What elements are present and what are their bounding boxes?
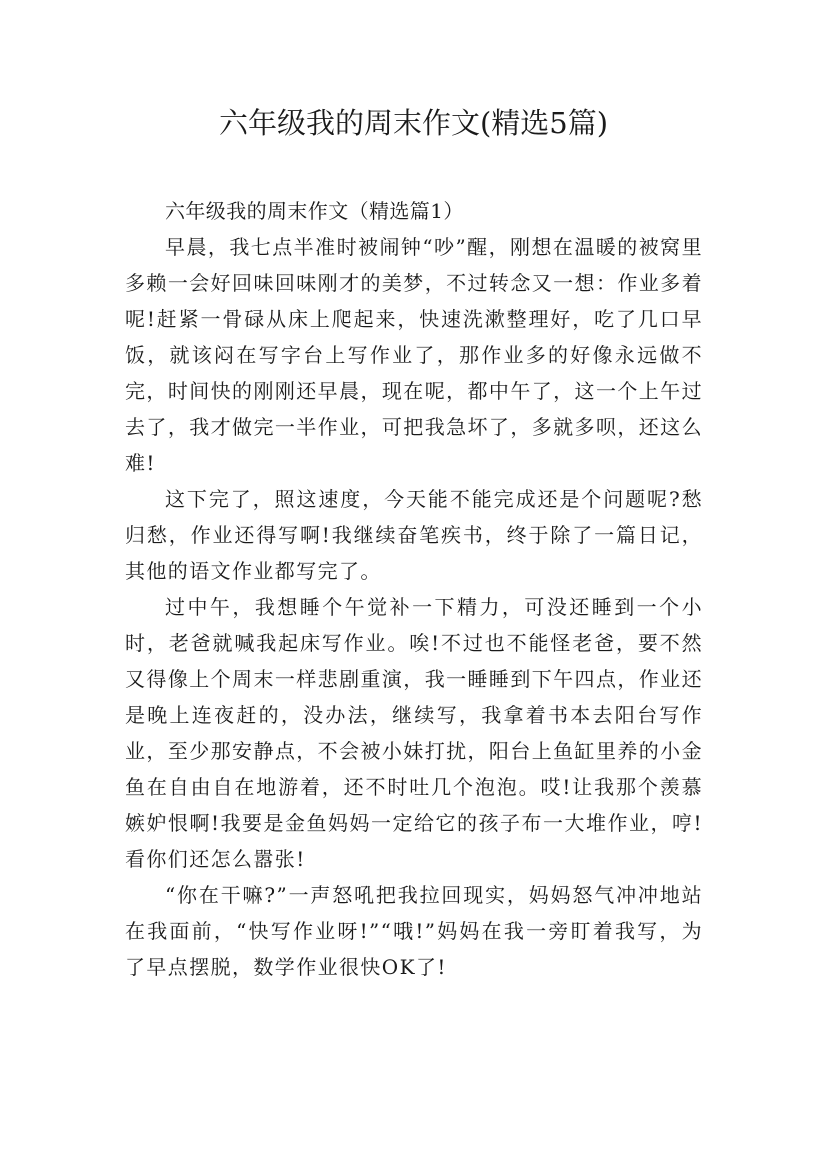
document-body	[125, 193, 703, 985]
paragraph: 早晨，我七点半准时被闹钟“吵”醒，刚想在温暖的被窝里多赖一会好回味回味刚才的美梦，不过转念又一想：作业多着呢!赶紧一骨碌从床上爬起来，快速洗漱整理好，吃了几口早饭，就该闷在写字台上写作业了，那作业多的好像永远做不完，时间快的刚刚还早晨，现在呢，都中午了，这一个上午过去了，我才做完一半作业，可把我急坏了，多就多呗，还这么难!	[125, 235, 703, 475]
paragraph: 过中午，我想睡个午觉补一下精力，可没还睡到一个小时，老爸就喊我起床写作业。唉!不过也不能怪老爸，要不然又得像上个周末一样悲剧重演，我一睡睡到下午四点，作业还是晚上连夜赶的，没办法，继续写，我拿着书本去阳台写作业，至少那安静点，不会被小妹打扰，阳台上鱼缸里养的小金鱼在自由自在地游着，还不时吐几个泡泡。哎!让我那个羡慕嫉妒恨啊!我要是金鱼妈妈一定给它的孩子布一大堆作业，哼!看你们还怎么嚣张!	[125, 595, 703, 871]
document-title: 六年级我的周末作文(精选5篇)	[218, 106, 609, 140]
section-subheading: 六年级我的周末作文（精选篇1）	[165, 199, 464, 223]
paragraph: “你在干嘛?”一声怒吼把我拉回现实，妈妈怒气冲冲地站在我面前，“快写作业呀!”“哦!”妈妈在我一旁盯着我写，为了早点摆脱，数学作业很快OK了!	[125, 883, 703, 979]
paragraph: 这下完了，照这速度，今天能不能完成还是个问题呢?愁归愁，作业还得写啊!我继续奋笔疾书，终于除了一篇日记，其他的语文作业都写完了。	[125, 487, 703, 583]
